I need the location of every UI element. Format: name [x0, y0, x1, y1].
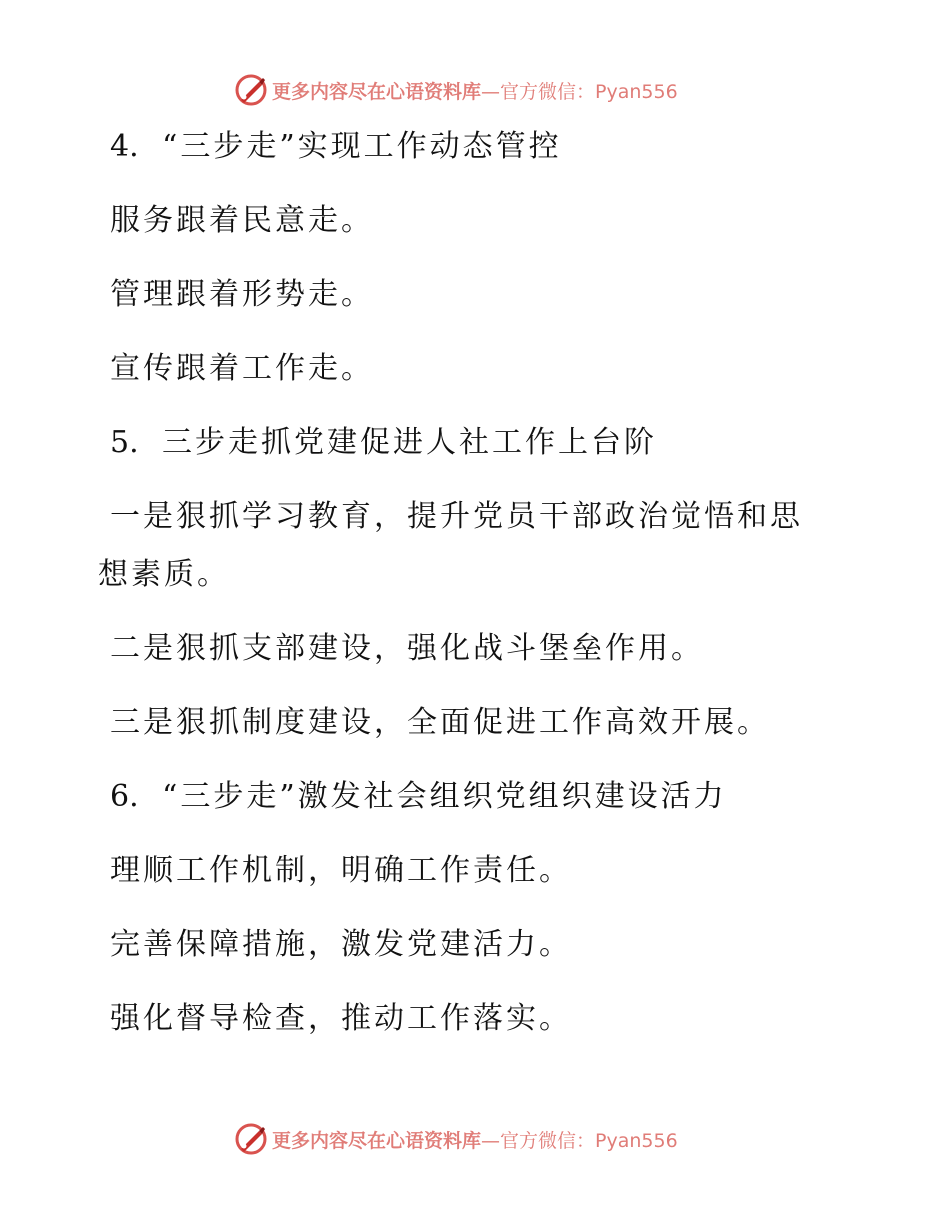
paragraph-line: 强化督导检查，推动工作落实。	[110, 1001, 572, 1036]
heading-number: 5.	[110, 425, 139, 460]
watermark-sub-text: —官方微信：Pyan556	[481, 1129, 678, 1152]
paragraph-line: 一是狠抓学习教育，提升党员干部政治觉悟和思	[110, 499, 803, 534]
watermark-sub-text: —官方微信：Pyan556	[481, 80, 678, 103]
watermark-main-text: 更多内容尽在心语资料库	[272, 80, 482, 103]
watermark-header	[234, 72, 754, 108]
heading-4	[110, 127, 562, 167]
paragraph-line-continued: 想素质。	[98, 557, 230, 592]
paragraph-line: 二是狠抓支部建设，强化战斗堡垒作用。	[110, 631, 704, 666]
paragraph-line: 完善保障措施，激发党建活力。	[110, 927, 572, 962]
watermark-footer	[234, 1121, 754, 1157]
watermark-main-text: 更多内容尽在心语资料库	[272, 1129, 482, 1152]
paragraph-line: 服务跟着民意走。	[110, 203, 374, 238]
heading-text: “三步走”激发社会组织党组织建设活力	[162, 779, 727, 814]
heading-number: 4.	[110, 129, 139, 164]
pen-logo-icon	[234, 73, 268, 107]
heading-text: 三步走抓党建促进人社工作上台阶	[162, 425, 657, 460]
pen-logo-icon	[234, 1122, 268, 1156]
heading-text: “三步走”实现工作动态管控	[162, 129, 562, 164]
heading-5	[110, 423, 657, 463]
paragraph-line: 理顺工作机制，明确工作责任。	[110, 853, 572, 888]
heading-number: 6.	[110, 779, 139, 814]
paragraph-line: 管理跟着形势走。	[110, 277, 374, 312]
paragraph-line: 宣传跟着工作走。	[110, 351, 374, 386]
heading-6	[110, 777, 727, 817]
paragraph-line: 三是狠抓制度建设，全面促进工作高效开展。	[110, 705, 770, 740]
